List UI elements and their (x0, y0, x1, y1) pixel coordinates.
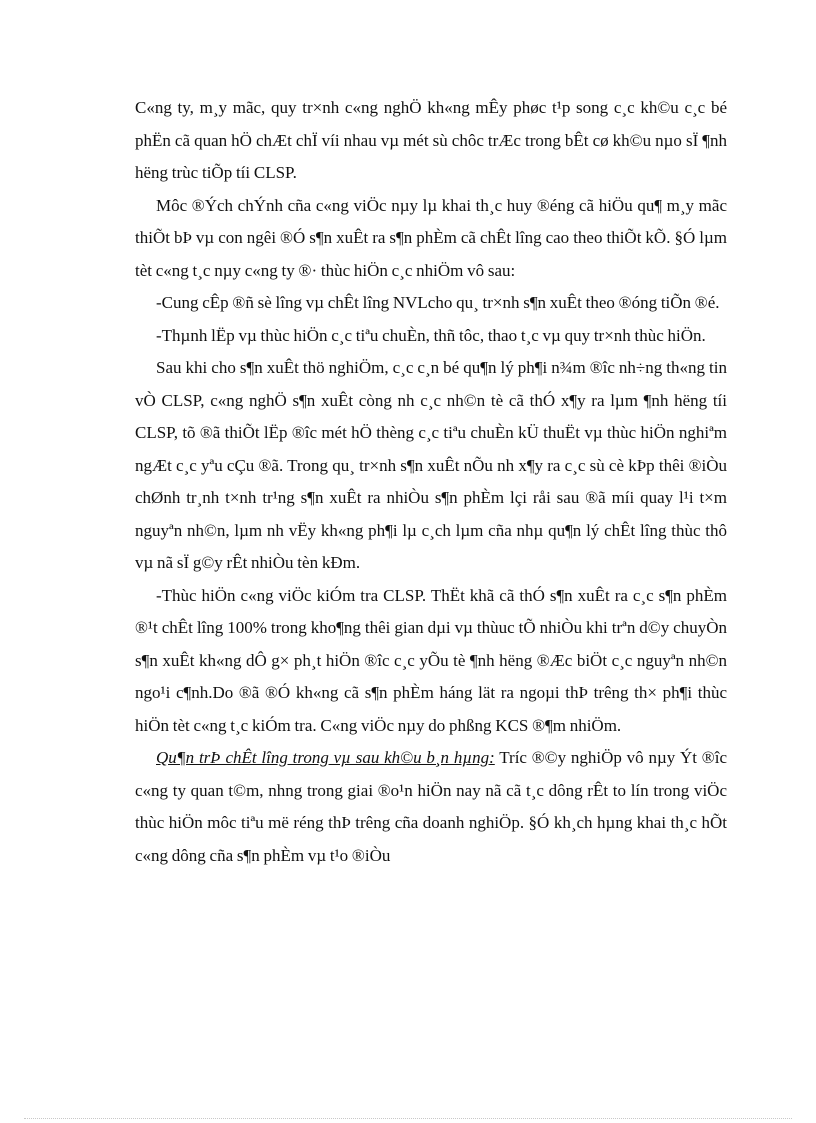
paragraph-1: C«ng ty, m¸y mãc, quy tr×nh c«ng nghÖ kh«ng mÊy phøc t¹p song c¸c kh©u c¸c bé phËn cã quan hÖ chÆt chÏ víi nhau vµ mét sù chôc trÆc trong bÊt cø kh©u nµo sÏ ¶nh hëng trùc tiÕp tíi CLSP. (135, 98, 727, 182)
paragraph-7 (135, 742, 727, 872)
document-body (135, 92, 727, 872)
paragraph-4: -Thµnh lËp vµ thùc hiÖn c¸c tiªu chuÈn, thñ tôc, thao t¸c vµ quy tr×nh thùc hiÖn. (156, 325, 706, 345)
paragraph-7-text: Tríc ®©y nghiÖp vô nµy Ýt ®îc c«ng ty quan t©m, nhng trong giai ®o¹n hiÖn nay nã cã t¸c dông rÊt to lín trong viÖc thùc hiÖn môc tiªu më réng thÞ trêng cña doanh nghiÖp. §Ó kh¸ch hµng khai th¸c hÕt c«ng dông cña s¶n phÈm vµ t¹o ®iÒu (135, 748, 727, 865)
paragraph-2: Môc ®Ých chÝnh cña c«ng viÖc nµy lµ khai th¸c huy ®éng cã hiÖu qu¶ m¸y mãc thiÕt bÞ vµ con ngêi ®Ó s¶n xuÊt ra s¶n phÈm cã chÊt lîng cao theo thiÕt kÕ. §Ó lµm tèt c«ng t¸c nµy c«ng ty ®· thùc hiÖn c¸c nhiÖm vô sau: (135, 195, 727, 280)
page-bottom-border (24, 1118, 792, 1119)
section-heading: Qu¶n trÞ chÊt lîng trong vµ sau kh©u b¸n hµng: (156, 748, 495, 767)
paragraph-5: Sau khi cho s¶n xuÊt thö nghiÖm, c¸c c¸n bé qu¶n lý ph¶i n¾m ®îc nh÷ng th«ng tin vÒ CLSP, c«ng nghÖ s¶n xuÊt còng nh c¸c nh©n tè cã thÓ x¶y ra lµm ¶nh hëng tíi CLSP, tõ ®ã thiÕt lËp ®îc mét hÖ thèng c¸c tiªu chuÈn kÜ thuËt vµ thùc hiÖn nghiªm ngÆt c¸c yªu cÇu ®ã. Trong qu¸ tr×nh s¶n xuÊt nÕu nh x¶y ra c¸c sù cè kÞp thêi ®iÒu chØnh tr¸nh t×nh tr¹ng s¶n xuÊt ra nhiÒu s¶n phÈm lçi råi sau ®ã míi quay l¹i t×m nguyªn nh©n, lµm nh vËy kh«ng ph¶i lµ c¸ch lµm cña nhµ qu¶n lý chÊt lîng thùc thô vµ nã sÏ g©y rÊt nhiÒu tèn kÐm. (135, 358, 727, 572)
paragraph-3: -Cung cÊp ®ñ sè lîng vµ chÊt lîng NVLcho qu¸ tr×nh s¶n xuÊt theo ®óng tiÕn ®é. (156, 293, 720, 312)
paragraph-6: -Thùc hiÖn c«ng viÖc kiÓm tra CLSP. ThËt khã cã thÓ s¶n xuÊt ra c¸c s¶n phÈm ®¹t chÊt lîng 100% trong kho¶ng thêi gian dµi vµ thùuc tÕ nhiÒu khi trªn d©y chuyÒn s¶n xuÊt kh«ng dÔ g× ph¸t hiÖn ®îc c¸c yÕu tè ¶nh hëng ®Æc biÖt c¸c nguyªn nh©n ngo¹i c¶nh.Do ®ã ®Ó kh«ng cã s¶n phÈm háng lät ra ngoµi thÞ trêng th× ph¶i thùc hiÖn tèt c«ng t¸c kiÓm tra. C«ng viÖc nµy do phßng KCS ®¶m nhiÖm. (135, 585, 727, 735)
